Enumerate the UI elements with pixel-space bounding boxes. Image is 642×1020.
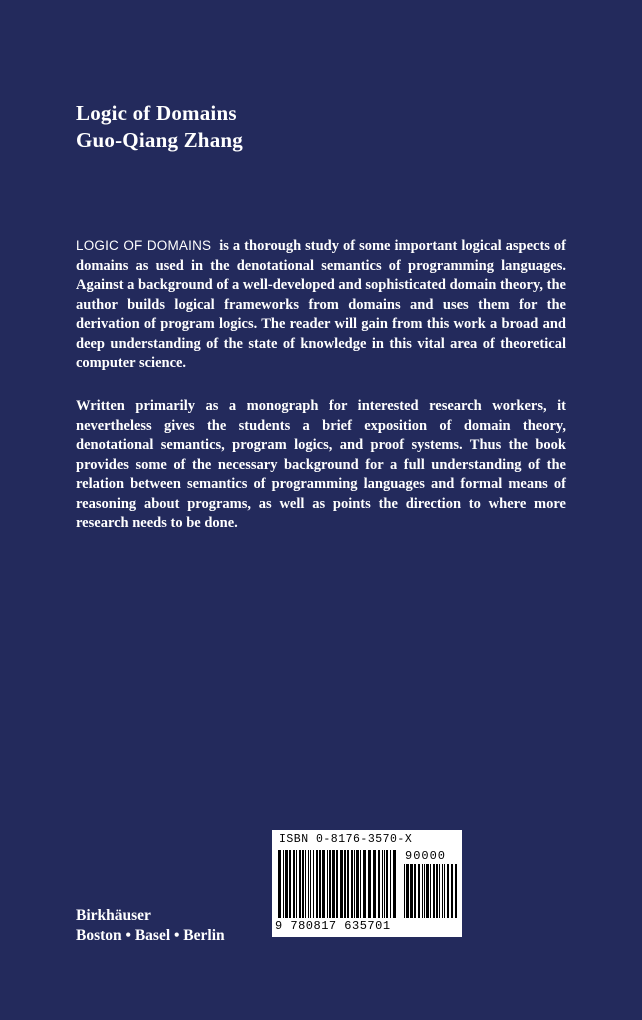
barcode-bar	[436, 864, 438, 918]
barcode-bar	[351, 850, 353, 918]
barcode-bar	[406, 864, 409, 918]
barcode-bar	[447, 864, 449, 918]
barcode-bar	[368, 850, 371, 918]
barcode-bar	[340, 850, 343, 918]
blurb-lead-title: LOGIC OF DOMAINS	[76, 238, 212, 253]
barcode-bar	[455, 864, 457, 918]
barcode-bar	[451, 864, 453, 918]
barcode-bar	[424, 864, 425, 918]
barcode-bar	[344, 850, 346, 918]
publisher-name: Birkhäuser	[76, 907, 151, 924]
book-author: Guo-Qiang Zhang	[76, 128, 243, 152]
isbn-barcode	[272, 830, 462, 937]
barcode-bar	[360, 850, 361, 918]
barcode-bar	[390, 850, 391, 918]
barcode-bar	[422, 864, 423, 918]
publisher-block	[76, 906, 225, 946]
barcode-bar	[378, 850, 380, 918]
barcode-bar	[354, 850, 355, 918]
barcode-bar	[426, 864, 429, 918]
barcode-bar	[444, 864, 445, 918]
blurb-paragraph-1	[76, 236, 566, 374]
barcode-bar	[433, 864, 435, 918]
barcode-bar	[382, 850, 383, 918]
barcode-bar	[439, 864, 440, 918]
barcode-bar	[299, 850, 301, 918]
barcode-bar	[384, 850, 385, 918]
barcode-bar	[442, 864, 443, 918]
blurb-paragraph-2: Written primarily as a monograph for interested research workers, it nevertheless gives the students a brief exposition of domain theory, denotational semantics, program logics, and proof systems. Thus the book provides some of the necessary background for a full understanding of the relation between semantics of programming languages and formal means of reasoning about programs, as well as points the direction to where more research needs to be done.	[76, 398, 566, 531]
barcode-bar	[404, 864, 405, 918]
barcode-bar	[414, 864, 416, 918]
barcode-bar	[278, 850, 281, 918]
barcode-bar	[430, 864, 431, 918]
barcode-bar	[347, 850, 349, 918]
isbn-label: ISBN 0-8176-3570-X	[279, 833, 413, 846]
barcode-bar	[373, 850, 376, 918]
barcode-ean-digits: 9 780817 635701	[275, 919, 391, 933]
barcode-bar	[332, 850, 335, 918]
barcode-supplement-digits: 90000	[405, 849, 447, 863]
barcode-bar	[322, 850, 325, 918]
barcode-bar	[310, 850, 311, 918]
barcode-bar	[329, 850, 331, 918]
barcode-bar	[296, 850, 297, 918]
barcode-bar	[308, 850, 309, 918]
barcode-bar	[386, 850, 388, 918]
barcode-main-bars	[278, 850, 397, 918]
barcode-bar	[363, 850, 366, 918]
barcode-bar	[293, 850, 295, 918]
barcode-supplement-bars	[404, 864, 458, 918]
barcode-bar	[285, 850, 288, 918]
barcode-bar	[316, 850, 318, 918]
book-title: Logic of Domains	[76, 101, 237, 125]
barcode-bar	[289, 850, 291, 918]
blurb-paragraph-1-text: is a thorough study of some important logical aspects of domains as used in the denotational semantics of programming languages. Against a background of a well-developed and sophisticated domain theory, the author builds logical frameworks from domains and uses them for the derivation of program logics. The reader will gain from this work a broad and deep understanding of the state of knowledge in this vital area of theoretical computer science.	[76, 238, 566, 371]
barcode-bar	[305, 850, 306, 918]
barcode-bar	[336, 850, 338, 918]
barcode-bar	[283, 850, 284, 918]
barcode-bar	[313, 850, 314, 918]
barcode-bar	[319, 850, 321, 918]
barcode-bar	[356, 850, 359, 918]
publisher-cities: Boston • Basel • Berlin	[76, 927, 225, 944]
barcode-bar	[410, 864, 413, 918]
barcode-bar	[393, 850, 396, 918]
barcode-bar	[302, 850, 304, 918]
barcode-bar	[327, 850, 328, 918]
title-block	[76, 100, 243, 154]
barcode-bar	[418, 864, 420, 918]
